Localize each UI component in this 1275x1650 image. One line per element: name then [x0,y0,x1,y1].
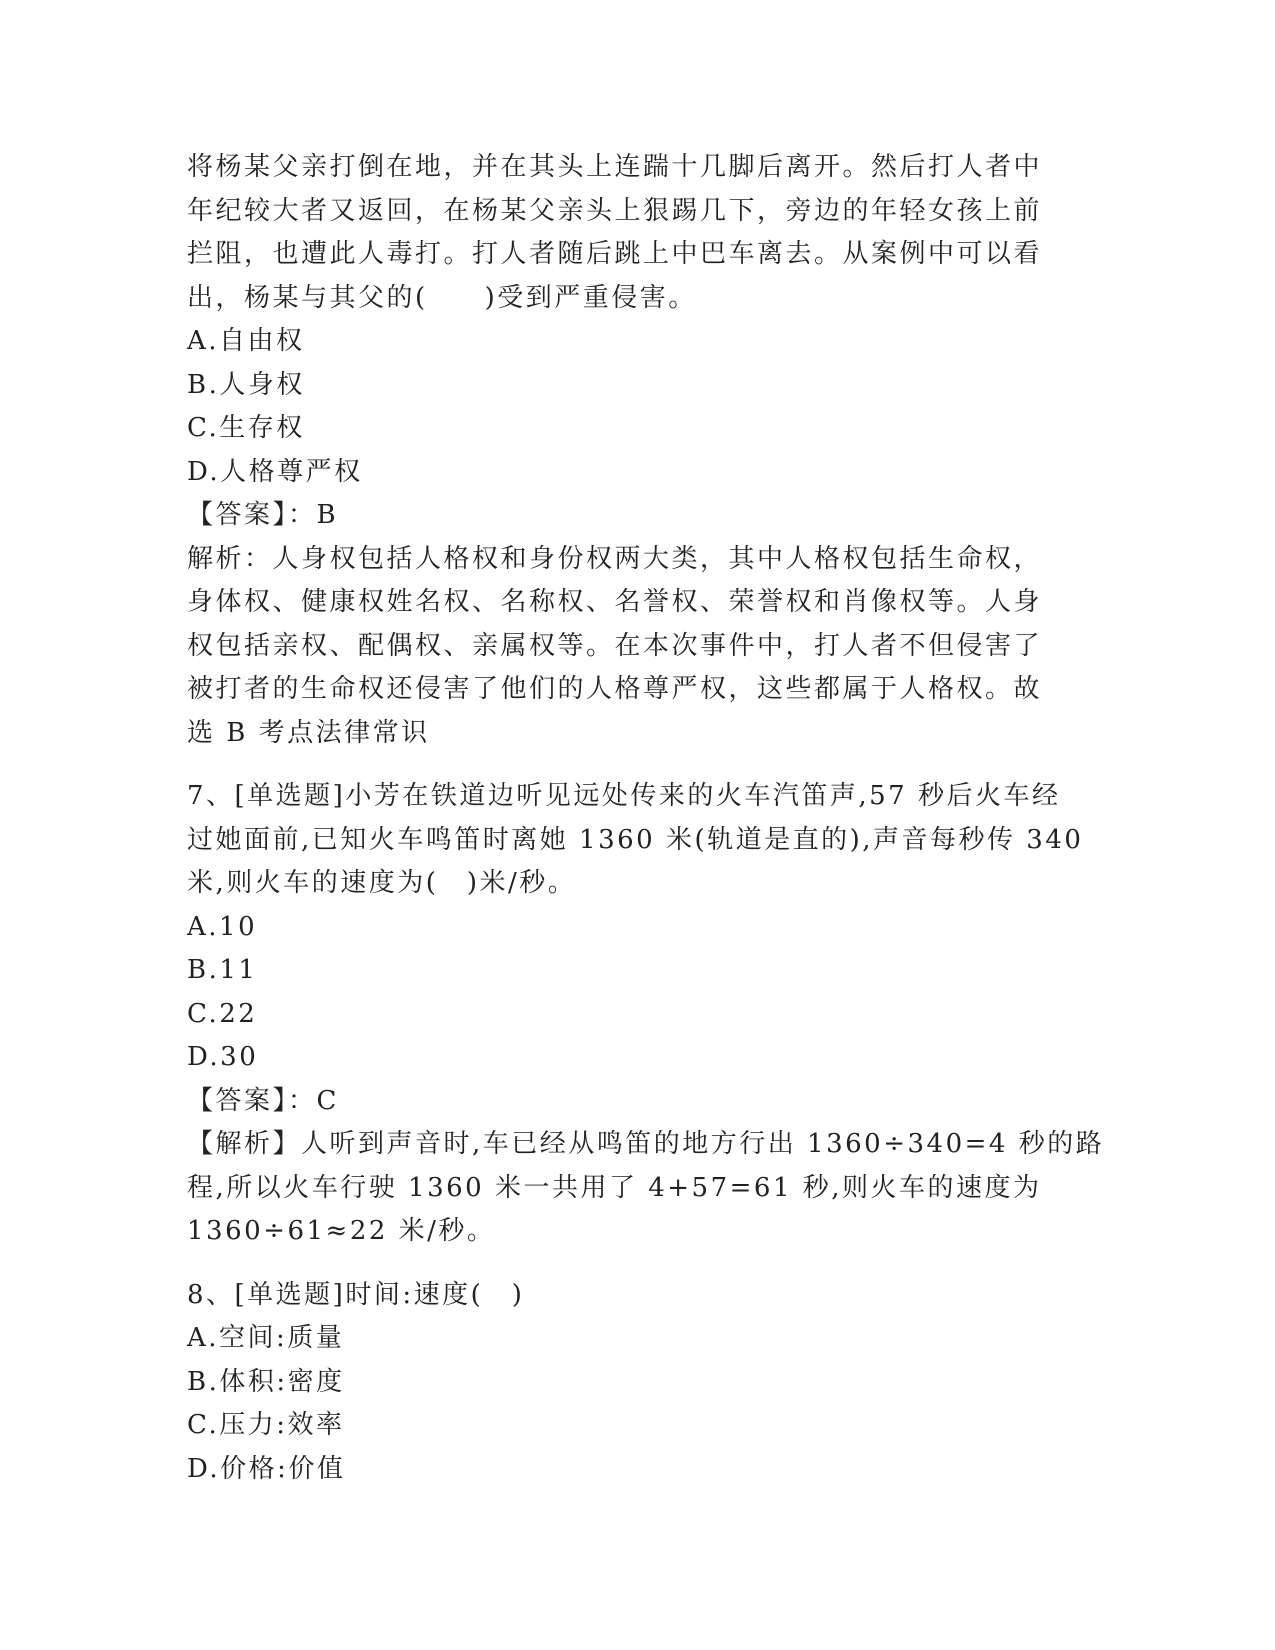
option-a: A.自由权 [187,326,305,356]
option-d: D.价格:价值 [187,1453,346,1484]
analysis-line: 身体权、健康权姓名权、名称权、名誉权、荣誉权和肖像权等。人身 [187,587,1043,617]
option-a: A.10 [187,911,258,942]
page-content [187,146,1105,1491]
question-stem-line: 过她面前,已知火车鸣笛时离她 1360 米(轨道是直的),声音每秒传 340 [187,824,1084,855]
analysis-line: 选 B 考点法律常识 [187,717,430,748]
answer-line: 【答案】：C [187,1085,339,1116]
option-d: D.人格尊严权 [187,456,363,487]
analysis-line: 解析：人身权包括人格权和身份权两大类，其中人格权包括生命权， [187,543,1043,574]
analysis-line: 权包括亲权、配偶权、亲属权等。在本次事件中，打人者不但侵害了 [187,630,1043,661]
answer-line: 【答案】：B [187,500,339,530]
analysis-line: 1360÷61≈22 米/秒。 [187,1216,496,1246]
option-b: B.体积:密度 [187,1366,345,1397]
option-b: B.11 [187,955,258,985]
option-a: A.空间:质量 [187,1323,345,1353]
question-stem-line: 出，杨某与其父的( )受到严重侵害。 [187,282,697,313]
question-stem-line: 年纪较大者又返回，在杨某父亲头上狠踢几下，旁边的年轻女孩上前 [187,195,1043,226]
option-c: C.生存权 [187,413,305,443]
option-d: D.30 [187,1042,259,1072]
option-c: C.压力:效率 [187,1410,345,1440]
question-stem-line: 将杨某父亲打倒在地，并在其头上连踹十几脚后离开。然后打人者中 [187,152,1043,182]
question-8 [187,1274,1087,1492]
analysis-line: 被打者的生命权还侵害了他们的人格尊严权，这些都属于人格权。故 [187,674,1043,704]
question-stem-line: 米,则火车的速度为( )米/秒。 [187,868,577,898]
question-7 [187,775,1105,1254]
option-c: C.22 [187,998,258,1029]
question-stem-line: 拦阻，也遭此人毒打。打人者随后跳上中巴车离去。从案例中可以看 [187,239,1043,269]
question-6 [187,146,1087,755]
question-stem-line: 8、[单选题]时间:速度( ) [187,1279,525,1310]
question-stem-line: 7、[单选题]小芳在铁道边听见远处传来的火车汽笛声,57 秒后火车经 [187,781,1061,811]
analysis-line: 程,所以火车行驶 1360 米一共用了 4+57=61 秒,则火车的速度为 [187,1172,1042,1203]
option-b: B.人身权 [187,369,305,400]
analysis-line: 【解析】人听到声音时,车已经从鸣笛的地方行出 1360÷340=4 秒的路 [187,1129,1105,1159]
